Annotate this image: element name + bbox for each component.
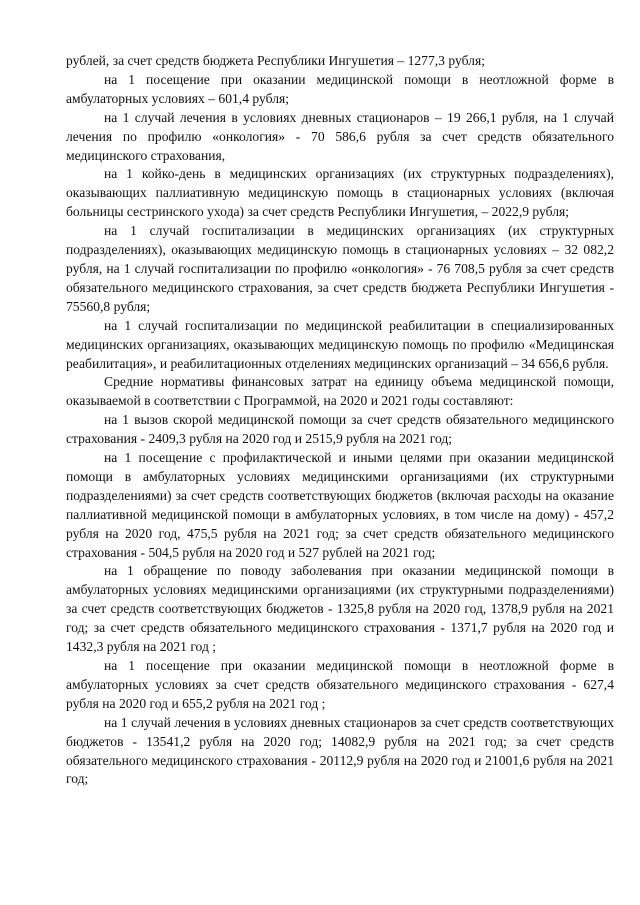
paragraph-rehabilitation-cost: на 1 случай госпитализации по медицинской реабилитации в специализированных медицинских организациях, оказывающих медицинскую помощь по профилю «Медицинская реабилитация», и реабилитационных отделениях медицинских организаций – 34 656,6 рубля.: [66, 317, 614, 371]
paragraph-emergency-visit-cost: на 1 посещение при оказании медицинской помощи в неотложной форме в амбулаторных условиях – 601,4 рубля;: [66, 71, 614, 106]
paragraph-day-hospital-cost-2020-2021: на 1 случай лечения в условиях дневных стационаров за счет средств соответствующих бюджетов - 13541,2 рубля на 2020 год; 14082,9 рубля на 2021 год; за счет средств обязательного медицинского страхования - 20112,9 рубля на 2020 год и 21001,6 рубля на 2021 год;: [66, 714, 614, 787]
paragraph-palliative-bed-day-cost: на 1 койко-день в медицинских организациях (их структурных подразделениях), оказывающих паллиативную медицинскую помощь в стационарных условиях (включая больницы сестринского ухода) за счет средств Республики Ингушетия, – 2022,9 рубля;: [66, 166, 614, 220]
paragraph-disease-appeal-cost: на 1 обращение по поводу заболевания при оказании медицинской помощи в амбулаторных условиях медицинскими организациями (их структурными подразделениями) за счет средств соответствующих бюджетов - 1325,8 рубля на 2020 год, 1378,9 рубля на 2021 год; за счет средств обязательного медицинского страхования - 1371,7 рубля на 2020 год и 1432,3 рубля на 2021 год ;: [66, 563, 614, 655]
paragraph-hospitalization-cost: на 1 случай госпитализации в медицинских организациях (их структурных подразделениях), оказывающих медицинскую помощь в стационарных условиях – 32 082,2 рубля, на 1 случай госпитализации по профилю «онкология» - 76 708,5 рубля за счет средств обязательного медицинского страхования, за счет средств бюджета Республики Ингушетия - 75560,8 рубля;: [66, 223, 614, 314]
paragraph-urgent-visit-cost: на 1 посещение при оказании медицинской помощи в неотложной форме в амбулаторных условиях за счет средств обязательного медицинского страхования - 627,4 рубля на 2020 год и 655,2 рубля на 2021 год ;: [66, 658, 614, 711]
paragraph-day-hospital-cost: на 1 случай лечения в условиях дневных стационаров – 19 266,1 рубля, на 1 случай лечения по профилю «онкология» - 70 586,6 рубля за счет средств обязательного медицинского страхования,: [66, 109, 614, 163]
paragraph-normatives-2020-2021-intro: Средние нормативы финансовых затрат на единицу объема медицинской помощи, оказываемой в соответствии с Программой, на 2020 и 2021 годы составляют:: [66, 374, 614, 409]
document-page: [66, 52, 614, 789]
paragraph-continuation: рублей, за счет средств бюджета Республики Ингушетия – 1277,3 рубля;: [66, 53, 485, 68]
paragraph-ambulance-call-cost: на 1 вызов скорой медицинской помощи за счет средств обязательного медицинского страхования - 2409,3 рубля на 2020 год и 2515,9 рубля на 2021 год;: [66, 412, 614, 447]
paragraph-preventive-visit-cost: на 1 посещение с профилактической и иными целями при оказании медицинской помощи в амбулаторных условиях медицинскими организациями (их структурными подразделениями) за счет средств соответствующих бюджетов (включая расходы на оказание паллиативной медицинской помощи в амбулаторных условиях, в том числе на дому) - 457,2 рубля на 2020 год, 475,5 рубля на 2021 год; за счет средств обязательного медицинского страхования - 504,5 рубля на 2020 год и 527 рублей на 2021 год;: [66, 450, 614, 560]
